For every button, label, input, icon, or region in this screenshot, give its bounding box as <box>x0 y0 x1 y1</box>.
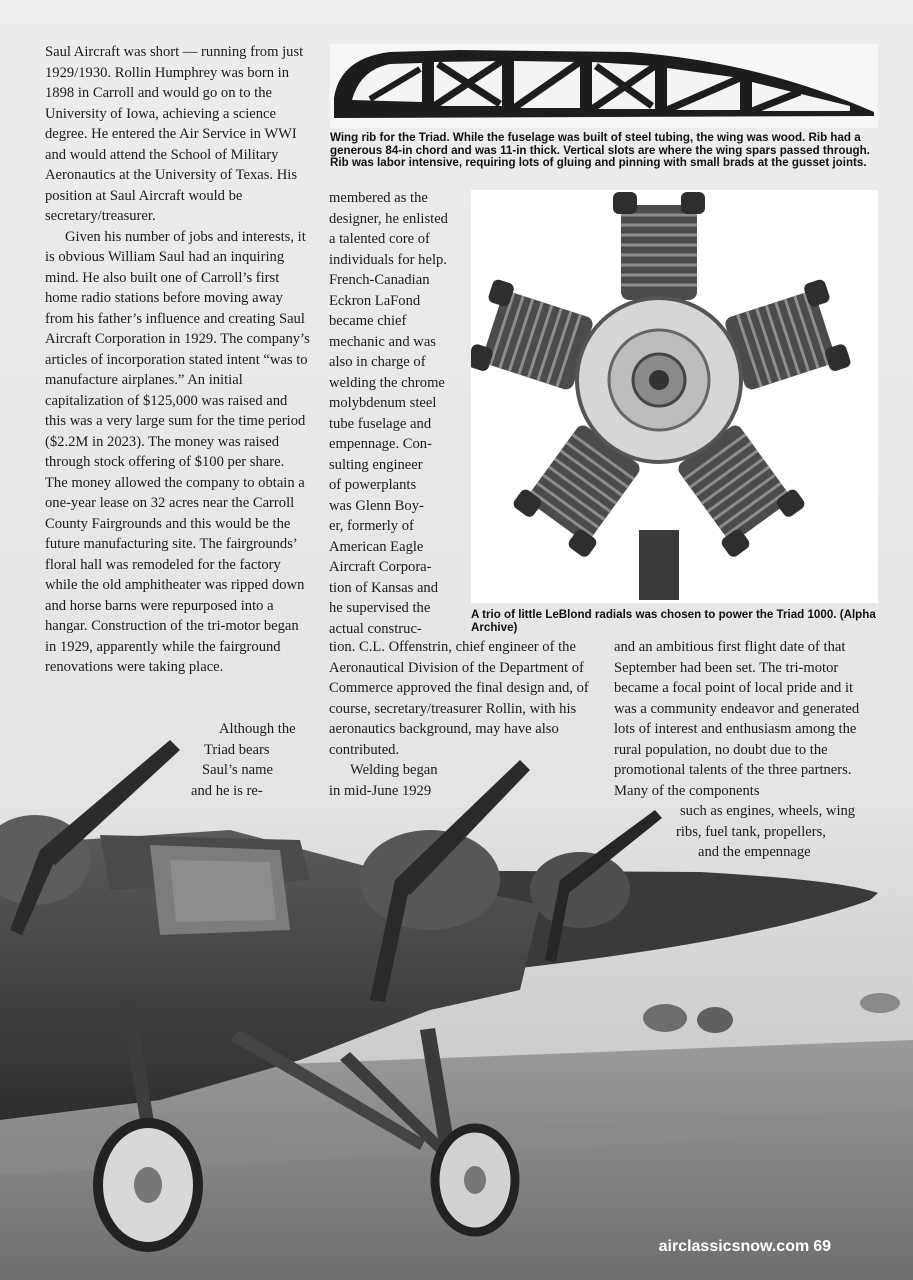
paragraph-rollin-humphrey: Saul Aircraft was short — running from just 1929/1930. Rollin Humphrey was born in 1898 in Carroll and would go on to the University of Iowa, achieving a science degree. He entered the Air Service in WWI and would attend the School of Military Aeronautics at the University of Texas. His position at Saul Aircraft would be secretary/treasurer. <box>45 44 304 224</box>
text-line: tion of Kansas and <box>329 579 439 596</box>
column-2-lower <box>329 637 599 801</box>
text-line: Triad bears <box>204 741 270 758</box>
leblond-radial-engine-photo <box>471 190 878 603</box>
text-line: designer, he enlisted <box>329 210 448 227</box>
column-1 <box>45 42 310 678</box>
text-line: molybdenum steel <box>329 395 437 411</box>
paragraph-welding <box>329 760 599 801</box>
text-line: Aircraft Corpora- <box>329 559 432 575</box>
text-line: of powerplants <box>329 477 417 493</box>
text-line: actual construc- <box>329 620 422 637</box>
text-line: empennage. Con- <box>329 436 432 452</box>
column-2 <box>329 188 474 639</box>
text-line: sulting engineer <box>329 456 423 473</box>
text-line: er, formerly of <box>329 518 414 534</box>
wing-rib-caption: Wing rib for the Triad. While the fuselage was built of steel tubing, the wing was wood. Rib had a generous 84-in chord and was 11-in thick. Vertical slots are where the wing spars passed through. Rib was labor intensive, requiring lots of gluing and pinning with small brads at the gusset joints. <box>330 131 870 170</box>
text-line: mechanic and was <box>329 333 436 350</box>
text-line: membered as the <box>329 190 428 206</box>
text-line: Welding began <box>350 762 438 778</box>
page-number: 69 <box>813 1238 831 1255</box>
text-line: and he is re- <box>191 782 263 799</box>
text-line: tube fuselage and <box>329 415 432 432</box>
text-line: welding the chrome <box>329 374 445 391</box>
page-footer <box>659 1238 831 1256</box>
text-line: American Eagle <box>329 538 424 555</box>
text-line: Eckron LaFond <box>329 292 421 309</box>
cylinder <box>613 192 705 300</box>
text-line: Saul’s name <box>202 762 273 778</box>
text-line: individuals for help. <box>329 251 447 268</box>
engine-caption: A trio of little LeBlond radials was chosen to power the Triad 1000. (Alpha Archive) <box>471 608 876 634</box>
column-1-tail <box>45 719 315 801</box>
paragraph-first-flight: and an ambitious first flight date of that September had been set. The tri-motor became a focal point of local pride and it was a community endeavor and generated lots of interest and enthusiasm among the rural population, no doubt due to the promotional talents of the three partners. Many of the components <box>614 639 860 799</box>
paragraph-offenstrin: tion. C.L. Offenstrin, chief engineer of the Aeronautical Division of the Department of Commerce approved the final design and, of course, secretary/treasurer Rollin, with his aeronautics background, may have also contributed. <box>329 639 589 758</box>
wing-rib-photo <box>330 44 878 128</box>
text-line: was Glenn Boy- <box>329 497 424 514</box>
text-line: Although the <box>219 721 296 737</box>
site-url: airclassicsnow.com <box>658 1238 810 1255</box>
text-line: and the empennage <box>698 844 811 860</box>
text-line: a talented core of <box>329 231 430 247</box>
text-line: such as engines, wheels, wing <box>680 803 856 819</box>
text-line: became chief <box>329 313 407 329</box>
text-line: French-Canadian <box>329 272 430 288</box>
column-3 <box>614 637 879 863</box>
text-line: ribs, fuel tank, propellers, <box>676 823 826 840</box>
text-line: he supervised the <box>329 600 431 616</box>
text-line: also in charge of <box>329 354 426 370</box>
text-line: in mid-June 1929 <box>329 782 432 799</box>
paragraph-william-saul: Given his number of jobs and interests, it is obvious William Saul had an inquiring mind. He also built one of Carroll’s first home radio stations before moving away from his father’s influence and creating Saul Aircraft Corporation in 1929. The company’s articles of incorporation stated intent “was to manufacture airplanes.” An initial capitalization of $125,000 was raised and this was a very large sum for the time period ($2.2M in 2023). The money was raised through stock offering of $100 per share. The money allowed the company to obtain a one-year lease on 32 acres near the Carroll County Fairgrounds and this would be the future manufacturing site. The fairgrounds’ floral hall was remodeled for the factory while the old amphitheater was ripped down and horse barns were repurposed into a hangar. Construction of the tri-motor began in 1929, apparently while the fairground renovations were taking place. <box>45 228 310 675</box>
